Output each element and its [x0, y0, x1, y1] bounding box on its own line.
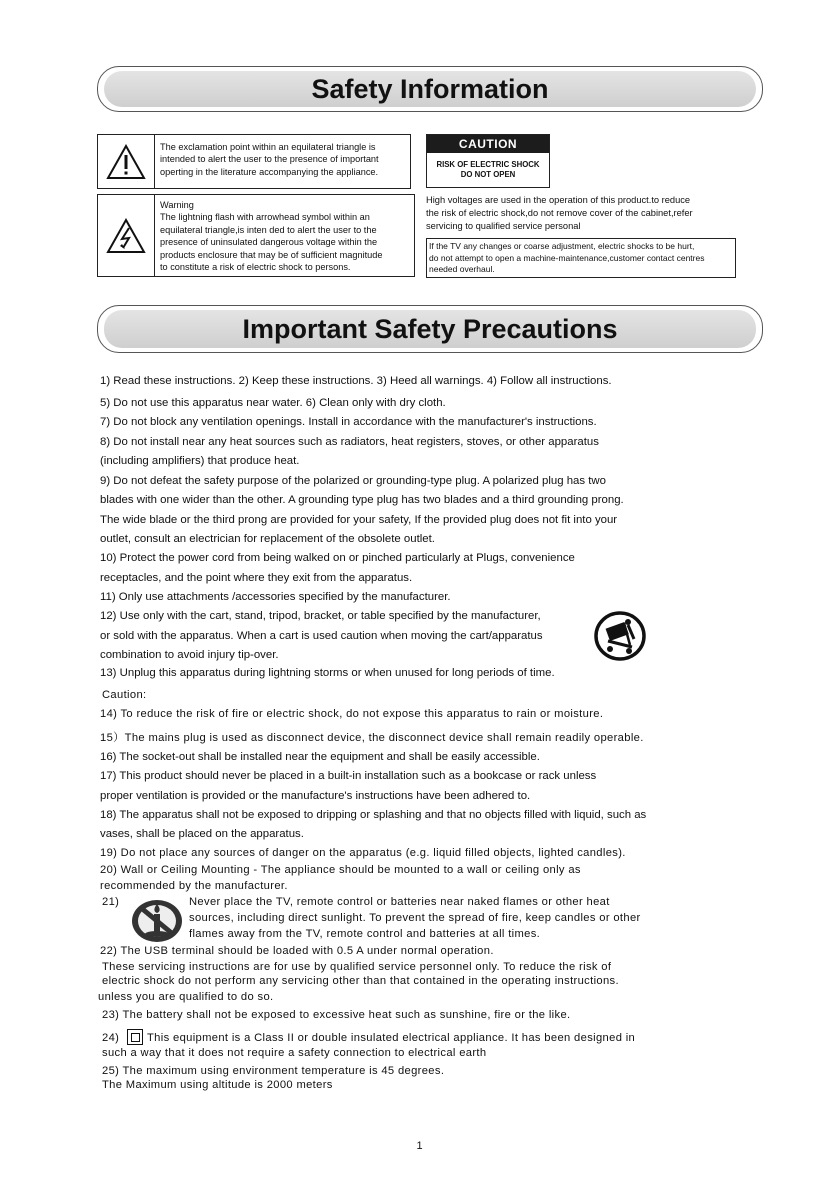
caution-line: This equipment is a Class II or double insulated electrical appliance. It has been designed in	[147, 1032, 636, 1044]
caution-line: sources, including direct sunlight. To prevent the spread of fire, keep candles or other	[189, 912, 641, 924]
precaution-line: 8) Do not install near any heat sources such as radiators, heat registers, stoves, or other apparatus	[100, 436, 599, 448]
class-ii-double-square-icon	[127, 1029, 143, 1045]
caution-title: CAUTION	[427, 135, 549, 153]
high-voltage-line: servicing to qualified service personal	[426, 221, 581, 231]
caution-line: vases, shall be placed on the apparatus.	[100, 828, 304, 840]
lightning-line: equilateral triangle,is inten ded to alert the user to the	[160, 224, 377, 235]
warning-triangle-icon	[98, 135, 155, 188]
caution-line: 18) The apparatus shall not be exposed to dripping or splashing and that no objects filled with liquid, such as	[100, 809, 647, 821]
precaution-line: 1) Read these instructions. 2) Keep these instructions. 3) Heed all warnings. 4) Follow all instructions.	[100, 375, 612, 387]
caution-line: unless you are qualified to do so.	[98, 991, 274, 1003]
precaution-line: The wide blade or the third prong are provided for your safety, If the provided plug does not fit into your	[100, 514, 618, 526]
caution-line: such a way that it does not require a safety connection to electrical earth	[102, 1047, 487, 1059]
caution-line: proper ventilation is provided or the manufacture's instructions have been adhered to.	[100, 790, 531, 802]
lightning-line: Warning	[160, 200, 194, 210]
caution-label-box	[426, 134, 550, 188]
precaution-line: 11) Only use attachments /accessories specified by the manufacturer.	[100, 591, 451, 603]
precaution-line: 9) Do not defeat the safety purpose of the polarized or grounding-type plug. A polarized plug has two	[100, 475, 606, 487]
lightning-line: The lightning flash with arrowhead symbol within an	[160, 212, 370, 223]
caution-line: electric shock do not perform any servicing other than that contained in the operating instructions.	[102, 975, 619, 987]
precaution-line: outlet, consult an electrician for replacement of the obsolete outlet.	[100, 533, 435, 545]
lightning-triangle-icon	[98, 195, 155, 276]
precaution-line: 12) Use only with the cart, stand, tripod, bracket, or table specified by the manufacturer,	[100, 610, 541, 622]
lightning-line: presence of uninsulated dangerous voltage within the	[160, 237, 378, 248]
tv-notice-line: needed overhaul.	[429, 264, 495, 275]
caution-line: 22) The USB terminal should be loaded with 0.5 A under normal operation.	[100, 945, 494, 957]
precaution-line: combination to avoid injury tip-over.	[100, 649, 279, 661]
high-voltage-notice	[426, 194, 746, 233]
exclamation-line: operting in the literature accompanying the appliance.	[160, 166, 379, 177]
caution-line: 25) The maximum using environment temperature is 45 degrees.	[102, 1065, 445, 1077]
precaution-line: 7) Do not block any ventilation openings. Install in accordance with the manufacturer's instructions.	[100, 416, 597, 428]
lightning-line: products enclosure that may be of sufficient magnitude	[160, 249, 383, 260]
caution-line: 17) This product should never be placed in a built-in installation such as a bookcase or rack unless	[100, 770, 597, 782]
caution-line: 19) Do not place any sources of danger on the apparatus (e.g. liquid filled objects, lighted candles).	[100, 847, 626, 859]
caution-heading: Caution:	[102, 689, 147, 701]
caution-line: Never place the TV, remote control or batteries near naked flames or other heat	[189, 896, 610, 908]
tv-adjustment-notice-box	[426, 238, 736, 278]
safety-information-banner	[97, 66, 763, 112]
important-safety-precautions-banner	[97, 305, 763, 353]
exclamation-line: intended to alert the user to the presence of important	[160, 154, 379, 165]
caution-line: 15）The mains plug is used as disconnect device, the disconnect device shall remain readily operable.	[100, 732, 644, 744]
exclamation-warning-box	[97, 134, 411, 189]
caution-line: These servicing instructions are for use by qualified service personnel only. To reduce the risk of	[102, 961, 612, 973]
caution-line: The Maximum using altitude is 2000 meters	[102, 1079, 333, 1091]
tv-notice-line: If the TV any changes or coarse adjustment, electric shocks to be hurt,	[429, 241, 695, 251]
lightning-line: to constitute a risk of electric shock to persons.	[160, 262, 351, 273]
caution-line: 21)	[102, 896, 120, 908]
page-number: 1	[416, 1140, 423, 1152]
caution-line: 24)	[102, 1032, 120, 1044]
high-voltage-line: High voltages are used in the operation of this product.to reduce	[426, 195, 691, 205]
caution-do-not-open-text: DO NOT OPEN	[460, 170, 516, 179]
precaution-line: 10) Protect the power cord from being walked on or pinched particularly at Plugs, convenience	[100, 552, 575, 564]
precaution-line: (including amplifiers) that produce heat.	[100, 455, 300, 467]
caution-line: 20) Wall or Ceiling Mounting - The appliance should be mounted to a wall or ceiling only as	[100, 864, 581, 876]
cart-tip-over-icon	[594, 611, 646, 661]
caution-risk-text: RISK OF ELECTRIC SHOCK	[436, 160, 540, 169]
precaution-line: blades with one wider than the other. A grounding type plug has two blades and a third grounding prong.	[100, 494, 624, 506]
precaution-line: 5) Do not use this apparatus near water. 6) Clean only with dry cloth.	[100, 397, 446, 409]
caution-line: 14) To reduce the risk of fire or electric shock, do not expose this apparatus to rain or moisture.	[100, 708, 604, 720]
no-candle-icon	[130, 898, 184, 944]
high-voltage-line: the risk of electric shock,do not remove cover of the cabinet,refer	[426, 208, 693, 218]
precaution-line: or sold with the apparatus. When a cart is used caution when moving the cart/apparatus	[100, 630, 543, 642]
lightning-warning-box	[97, 194, 415, 277]
precaution-line: receptacles, and the point where they exit from the apparatus.	[100, 572, 413, 584]
important-safety-precautions-title: Important Safety Precautions	[242, 313, 618, 344]
caution-line: 16) The socket-out shall be installed near the equipment and shall be easily accessible.	[100, 751, 540, 763]
caution-line: recommended by the manufacturer.	[100, 880, 288, 892]
caution-line: flames away from the TV, remote control and batteries at all times.	[189, 928, 541, 940]
precaution-line: 13) Unplug this apparatus during lightning storms or when unused for long periods of time.	[100, 667, 555, 679]
caution-line: 23) The battery shall not be exposed to excessive heat such as sunshine, fire or the like.	[102, 1009, 571, 1021]
exclamation-line: The exclamation point within an equilateral triangle is	[160, 142, 376, 152]
tv-notice-line: do not attempt to open a machine-maintenance,customer contact centres	[429, 252, 705, 263]
safety-information-title: Safety Information	[311, 73, 549, 104]
